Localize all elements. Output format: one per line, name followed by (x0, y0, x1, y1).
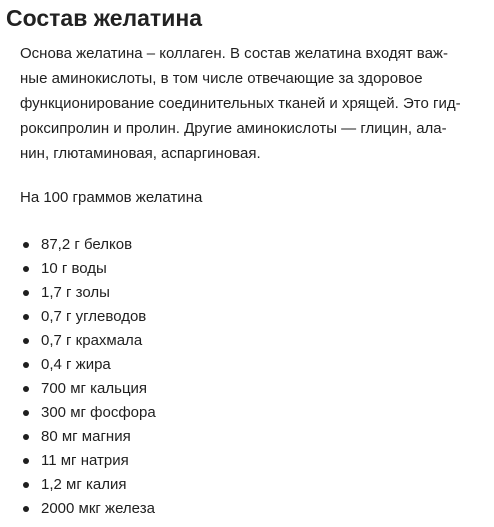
list-item (0, 449, 494, 473)
nutrient-text: 1,7 г золы (41, 284, 110, 301)
nutrient-text: 11 мг натрия (41, 452, 129, 469)
bullet-icon (23, 458, 29, 464)
list-item (0, 329, 494, 353)
list-item (0, 353, 494, 377)
nutrient-text: 0,7 г углеводов (41, 308, 147, 325)
list-item (0, 401, 494, 425)
nutrient-text: 0,7 г крахмала (41, 332, 143, 349)
list-item (0, 473, 494, 497)
nutrient-text: 0,4 г жира (41, 356, 111, 373)
nutrient-list (0, 233, 494, 521)
paragraph-line: Основа желатина – коллаген. В состав желатина входят важ- (20, 45, 448, 62)
list-item (0, 497, 494, 521)
nutrient-text: 300 мг фосфора (41, 404, 156, 421)
bullet-icon (23, 410, 29, 416)
nutrient-text: 10 г воды (41, 260, 107, 277)
bullet-icon (23, 266, 29, 272)
bullet-icon (23, 506, 29, 512)
nutrient-text: 1,2 мг калия (41, 476, 127, 493)
bullet-icon (23, 290, 29, 296)
list-item (0, 257, 494, 281)
paragraph-line: ные аминокислоты, в том числе отвечающие за здоровое (20, 70, 423, 87)
nutrient-text: 80 мг магния (41, 428, 131, 445)
nutrient-text: 700 мг кальция (41, 380, 148, 397)
bullet-icon (23, 338, 29, 344)
article-paragraph (20, 41, 490, 166)
bullet-icon (23, 242, 29, 248)
paragraph-line: функционирование соединительных тканей и хрящей. Это гид- (20, 95, 461, 112)
paragraph-line: роксипролин и пролин. Другие аминокислоты — глицин, ала- (20, 120, 447, 137)
nutrient-text: 87,2 г белков (41, 236, 133, 253)
paragraph-line: нин, глютаминовая, аспаргиновая. (20, 145, 261, 162)
bullet-icon (23, 362, 29, 368)
article-title: Состав желатина (6, 5, 203, 31)
bullet-icon (23, 314, 29, 320)
bullet-icon (23, 386, 29, 392)
nutrient-text: 2000 мкг железа (41, 500, 155, 517)
list-item (0, 425, 494, 449)
bullet-icon (23, 482, 29, 488)
list-item (0, 233, 494, 257)
per-100g-label: На 100 граммов желатина (20, 189, 203, 206)
bullet-icon (23, 434, 29, 440)
list-item (0, 281, 494, 305)
list-item (0, 377, 494, 401)
list-item (0, 305, 494, 329)
